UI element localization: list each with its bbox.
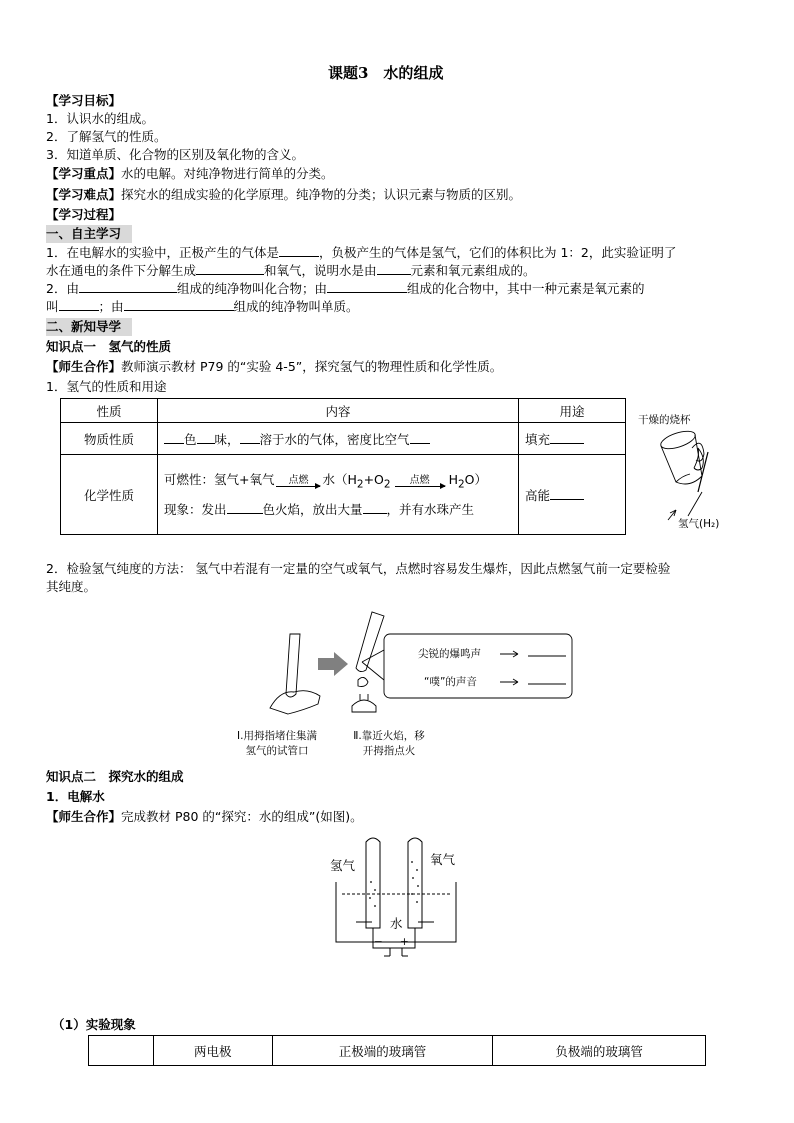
step-2 bbox=[334, 728, 444, 758]
hydrogen-label: 氢气 bbox=[330, 858, 356, 873]
cell-text: 味， bbox=[214, 431, 240, 447]
blank[interactable] bbox=[240, 431, 260, 444]
step-2-line: 开拇指点火 bbox=[362, 745, 416, 757]
table-cell-chemical: 化学性质 bbox=[61, 455, 158, 535]
coop-2 bbox=[46, 808, 363, 826]
combustion-line bbox=[164, 467, 518, 498]
cell-text: 填充 bbox=[525, 431, 551, 447]
table-header: 负极端的玻璃管 bbox=[493, 1036, 706, 1066]
q2-text: 叫 bbox=[46, 299, 59, 314]
phenomena-heading: （1）实验现象 bbox=[52, 1017, 136, 1032]
q1-line1 bbox=[46, 244, 676, 262]
water-label: 水 bbox=[390, 916, 403, 931]
coop-1 bbox=[46, 358, 502, 376]
cell-text: O） bbox=[464, 472, 488, 488]
coop-text: 完成教材 P80 的“探究：水的组成”(如图)。 bbox=[121, 809, 363, 824]
cell-text: 现象：发出 bbox=[164, 501, 227, 517]
sound-soft: “噗”的声音 bbox=[424, 676, 477, 688]
coop-label: 【师生合作】 bbox=[46, 359, 122, 374]
blank[interactable] bbox=[377, 262, 411, 275]
table-header: 用途 bbox=[519, 399, 626, 423]
q2-line2 bbox=[46, 298, 359, 316]
beaker-figure bbox=[632, 396, 752, 536]
section2-heading: 二、新知导学 bbox=[46, 318, 132, 336]
minus-sign: − bbox=[374, 936, 383, 948]
step-1 bbox=[222, 728, 332, 758]
difficulty-label: 【学习难点】 bbox=[46, 187, 122, 202]
difficulty-text: 探究水的组成实验的化学原理。纯净物的分类；认识元素与物质的区别。 bbox=[121, 187, 522, 202]
blank[interactable] bbox=[124, 298, 234, 311]
goals-heading: 【学习目标】 bbox=[46, 93, 122, 108]
subscript: 2 bbox=[356, 478, 364, 491]
q2-line1 bbox=[46, 280, 644, 298]
q2-text: 组成的纯净物叫化合物；由 bbox=[176, 281, 327, 296]
q1-line2 bbox=[46, 262, 536, 280]
table-cell-chemical-content bbox=[158, 455, 519, 535]
table-cell-chemical-use bbox=[519, 455, 626, 535]
arrow-shaft bbox=[276, 486, 320, 487]
blank[interactable] bbox=[227, 501, 263, 514]
q1-text: 元素和氧元素组成的。 bbox=[410, 263, 536, 278]
cell-text: 色火焰，放出大量 bbox=[262, 501, 363, 517]
q2-text: 组成的化合物中，其中一种元素是氧元素的 bbox=[406, 281, 645, 296]
blank[interactable] bbox=[59, 298, 99, 311]
q1-text: 1．在电解水的实验中，正极产生的气体是 bbox=[46, 245, 279, 260]
purity-line: 2．检验氢气纯度的方法： 氢气中若混有一定量的空气或氧气，点燃时容易发生爆炸，因此点燃氢气前一定要检验 bbox=[46, 561, 671, 576]
blank[interactable] bbox=[196, 262, 264, 275]
step-1-line: 氢气的试管口 bbox=[245, 745, 309, 757]
table-cell-physical-content bbox=[158, 423, 519, 455]
step-1-line: Ⅰ.用拇指堵住集满 bbox=[237, 730, 317, 742]
beaker-label: 干燥的烧杯 bbox=[638, 414, 691, 426]
blank[interactable] bbox=[79, 280, 177, 293]
blank[interactable] bbox=[363, 501, 387, 514]
arrow bbox=[276, 475, 320, 487]
q1-text: ，负极产生的气体是氢气，它们的体积比为 1：2，此实验证明了 bbox=[318, 245, 677, 260]
sound-sharp: 尖锐的爆鸣声 bbox=[418, 648, 481, 660]
coop-text: 教师演示教材 P79 的“实验 4-5”，探究氢气的物理性质和化学性质。 bbox=[121, 359, 503, 374]
cell-text: ，并有水珠产生 bbox=[386, 501, 475, 517]
oxygen-label: 氧气 bbox=[430, 852, 456, 867]
knowledge-point-2: 知识点二 探究水的组成 bbox=[46, 769, 184, 784]
goal-item: 3．知道单质、化合物的区别及氧化物的含义。 bbox=[46, 147, 304, 162]
table-cell-empty bbox=[89, 1036, 154, 1066]
subscript: 2 bbox=[457, 478, 465, 491]
goal-item: 2．了解氢气的性质。 bbox=[46, 129, 167, 144]
arrow-shaft bbox=[395, 486, 445, 487]
hydrogen-table bbox=[60, 398, 626, 535]
coop-label: 【师生合作】 bbox=[46, 809, 122, 824]
table-cell-physical-use bbox=[519, 423, 626, 455]
page-title: 课题3 水的组成 bbox=[328, 64, 444, 82]
cell-text: H bbox=[448, 472, 458, 488]
q2-text: 组成的纯净物叫单质。 bbox=[233, 299, 359, 314]
knowledge-point-1: 知识点一 氢气的性质 bbox=[46, 339, 172, 354]
cell-text: 色 bbox=[184, 431, 197, 447]
key-point bbox=[46, 165, 334, 183]
key-point-label: 【学习重点】 bbox=[46, 166, 122, 181]
table-header: 两电极 bbox=[153, 1036, 272, 1066]
step-2-line: Ⅱ.靠近火焰，移 bbox=[353, 730, 425, 742]
goal-item: 1．认识水的组成。 bbox=[46, 111, 154, 126]
blank[interactable] bbox=[410, 431, 430, 444]
blank[interactable] bbox=[164, 431, 184, 444]
hydrogen-label: 氢气(H₂) bbox=[678, 518, 720, 530]
cell-text: 可燃性：氢气+氧气 bbox=[164, 472, 275, 488]
cell-text: +O bbox=[363, 472, 384, 488]
arrow bbox=[395, 475, 445, 487]
arrow-label: 点燃 bbox=[409, 474, 430, 486]
blank[interactable] bbox=[550, 487, 584, 500]
difficulty bbox=[46, 186, 521, 204]
table-cell-physical: 物质性质 bbox=[61, 423, 158, 455]
q1-text: 水在通电的条件下分解生成 bbox=[46, 263, 197, 278]
purity-line: 其纯度。 bbox=[46, 579, 97, 594]
blank[interactable] bbox=[197, 431, 215, 444]
subheading-hydrogen-properties: 1．氢气的性质和用途 bbox=[46, 379, 167, 394]
table-header: 正极端的玻璃管 bbox=[272, 1036, 493, 1066]
electrolysis-figure bbox=[326, 832, 466, 967]
q2-text: 2．由 bbox=[46, 281, 79, 296]
purity-illustration bbox=[260, 604, 590, 724]
table-header: 内容 bbox=[158, 399, 519, 423]
process-heading: 【学习过程】 bbox=[46, 207, 122, 222]
phenomenon-line bbox=[164, 498, 518, 522]
plus-sign: + bbox=[400, 936, 409, 948]
purity-figure bbox=[237, 604, 590, 764]
q2-text: ；由 bbox=[98, 299, 124, 314]
blank[interactable] bbox=[550, 431, 584, 444]
subheading-electrolysis: 1．电解水 bbox=[46, 789, 105, 804]
section1-heading: 一、自主学习 bbox=[46, 225, 132, 243]
table-header: 性质 bbox=[61, 399, 158, 423]
cell-text: 高能 bbox=[525, 487, 551, 503]
cell-text: 溶于水的气体，密度比空气 bbox=[259, 431, 410, 447]
cell-text: 水（H bbox=[322, 472, 357, 488]
arrow-label: 点燃 bbox=[288, 474, 309, 486]
subscript: 2 bbox=[383, 478, 391, 491]
blank[interactable] bbox=[327, 280, 407, 293]
key-point-text: 水的电解。对纯净物进行简单的分类。 bbox=[121, 166, 334, 181]
q1-text: 和氧气，说明水是由 bbox=[264, 263, 377, 278]
blank[interactable] bbox=[279, 244, 319, 257]
phenomena-table bbox=[88, 1035, 706, 1066]
